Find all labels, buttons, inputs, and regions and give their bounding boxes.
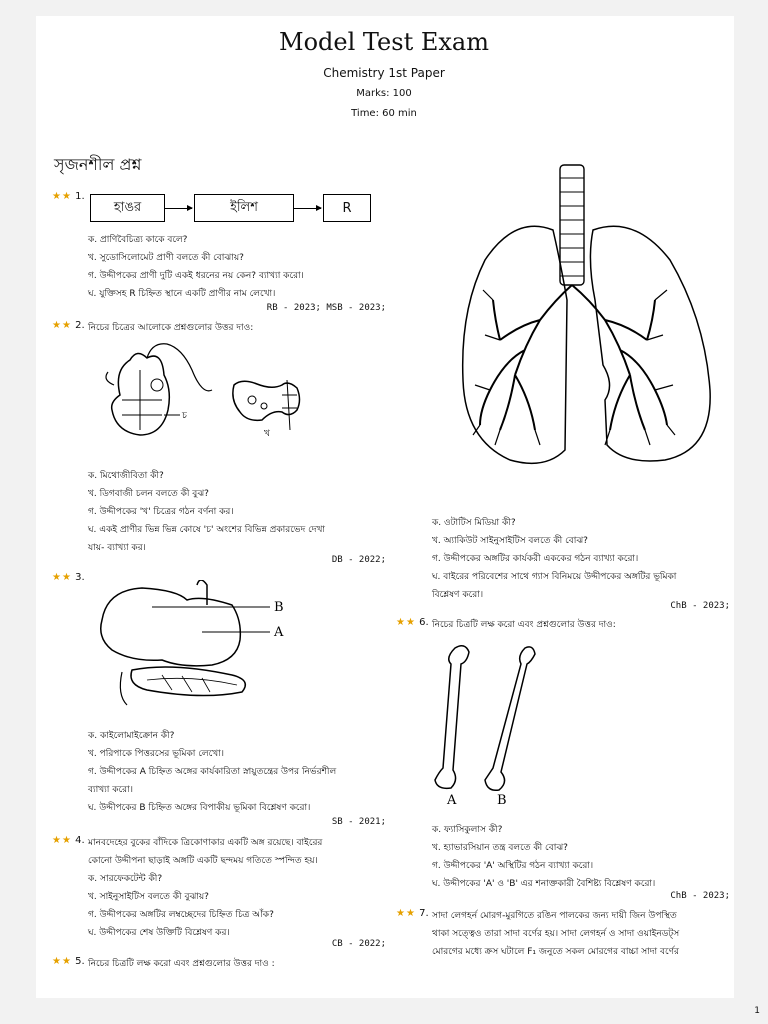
q4-reference: CB - 2022; — [331, 939, 386, 949]
q3-line-2: খ. পরিপাকে পিত্তরসের ভূমিকা লেখো। — [88, 749, 224, 759]
exam-subtitle: Chemistry 1st Paper — [323, 66, 445, 80]
flow-arrow-1 — [165, 208, 192, 209]
question-number: 1. — [75, 191, 85, 202]
q1-reference: RB - 2023; MSB - 2023; — [266, 303, 386, 313]
q4-line-2: কোনো উদ্দীপনা ছাড়াই অঙ্গটি একটি ছন্দময় গতিতে স্পন্দিত হয়। — [88, 856, 318, 866]
q5-line-3: গ. উদ্দীপকের অঙ্গটির কার্যকরী এককের গঠন ব্যাখ্যা করো। — [432, 554, 639, 564]
question-6-header — [396, 617, 429, 628]
star-icon: ★★ — [396, 617, 416, 628]
lungs-figure — [455, 160, 725, 505]
q3-line-5: ঘ. উদ্দীপকের B চিহ্নিত অঙ্গের বিপাকীয় ভূমিকা বিশ্লেষণ করো। — [88, 803, 311, 813]
question-7-header — [396, 908, 429, 919]
q4-line-3: ক. সারফেকটেন্ট কী? — [88, 874, 163, 884]
q3-figure — [92, 580, 302, 710]
question-number: 7. — [419, 908, 429, 919]
star-icon: ★★ — [52, 320, 72, 331]
q2-stem: নিচের চিত্রের আলোকে প্রশ্নগুলোর উত্তর দাও: — [88, 323, 254, 333]
question-number: 2. — [75, 320, 85, 331]
question-number: 6. — [419, 617, 429, 628]
star-icon: ★★ — [52, 572, 72, 583]
q2-line-5: যায়- ব্যাখ্যা কর। — [88, 543, 146, 553]
q2-reference: DB - 2022; — [331, 555, 386, 565]
question-2-header — [52, 320, 85, 331]
exam-marks: Marks: 100 — [356, 88, 412, 99]
q1-line-4: ঘ. যুক্তিসহ R চিহ্নিত স্থানে একটি প্রাণীর নাম লেখো। — [88, 289, 276, 299]
q6-line-3: গ. উদ্দীপকের 'A' অস্থিটির গঠন ব্যাখ্যা করো। — [432, 861, 594, 871]
q4-line-1: মানবদেহের বুকের বাঁদিকে ত্রিকোণাকার একটি অঙ্গ রয়েছে। বাইরের — [88, 838, 323, 848]
q7-line-3: মোরগের মধ্যে ক্রস ঘটালে F₁ জনুতে সকল মোরগের বাচ্চা সাদা বর্ণের — [432, 947, 679, 957]
q2-line-1: ক. মিথোজীবিতা কী? — [88, 471, 164, 481]
exam-time: Time: 60 min — [351, 108, 417, 119]
q5-line-1: ক. ওটাটিস মিডিয়া কী? — [432, 518, 516, 528]
flow-box-2: ইলিশ — [194, 194, 294, 222]
q3-line-3: গ. উদ্দীপকের A চিহ্নিত অঙ্গের কার্যকারিতা স্নায়ুতন্ত্রের উপর নির্ভরশীল — [88, 767, 337, 777]
q4-line-6: ঘ. উদ্দীপকের শেষ উক্তিটি বিশ্লেষণ কর। — [88, 928, 230, 938]
q4-line-4: খ. সাইনুসাইটিস বলতে কী বুঝায়? — [88, 892, 209, 902]
q2-figure — [92, 340, 322, 450]
q5-line-4: ঘ. বাইরের পরিবেশের সাথে গ্যাস বিনিময়ে উদ্দীপকের অঙ্গটির ভূমিকা — [432, 572, 677, 582]
q6-line-4: ঘ. উদ্দীপকের 'A' ও 'B' এর শনাক্তকারী বৈশিষ্ট্য বিশ্লেষণ করো। — [432, 879, 656, 889]
question-5-header — [52, 956, 85, 967]
figure-label-b: B — [274, 600, 284, 615]
question-number: 4. — [75, 835, 85, 846]
q7-line-2: থাকা সত্ত্বেও তারা সাদা বর্ণের হয়। সাদা লেগহর্ন ও সাদা ওয়াইনডট্স — [432, 929, 680, 939]
page-number: 1 — [754, 1006, 760, 1016]
q6-line-2: খ. হ্যাভারসিয়ান তন্ত্র বলতে কী বোঝ? — [432, 843, 568, 853]
exam-title: Model Test Exam — [279, 28, 489, 56]
q3-line-4: ব্যাখ্যা করো। — [88, 785, 133, 795]
figure-label-b: B — [497, 793, 507, 808]
question-3-header — [52, 572, 85, 583]
q1-line-1: ক. প্রাণিবৈচিত্র্য কাকে বলে? — [88, 235, 188, 245]
q7-line-1: সাদা লেগহর্ন মোরগ-মুরগিতে রঙিন পালকের জন্য দায়ী জিন উপস্থিত — [432, 911, 677, 921]
q6-figure — [425, 640, 555, 810]
q3-line-1: ক. কাইলোমাইক্রোন কী? — [88, 731, 175, 741]
figure-label-kha: খ — [264, 429, 270, 439]
figure-label-a: A — [274, 625, 284, 640]
q5-line-2: খ. অ্যাকিউট সাইনুসাইটিস বলতে কী বোঝ? — [432, 536, 588, 546]
q6-line-1: ক. ফ্যাসিকুলাস কী? — [432, 825, 503, 835]
flow-box-3: R — [323, 194, 371, 222]
star-icon: ★★ — [396, 908, 416, 919]
q3-reference: SB - 2021; — [331, 817, 386, 827]
question-number: 5. — [75, 956, 85, 967]
star-icon: ★★ — [52, 191, 72, 202]
star-icon: ★★ — [52, 835, 72, 846]
q5-line-5: বিশ্লেষণ করো। — [432, 590, 484, 600]
q6-stem: নিচের চিত্রটি লক্ষ করো এবং প্রশ্নগুলোর উত্তর দাও: — [432, 620, 616, 630]
q5-stem: নিচের চিত্রটি লক্ষ করো এবং প্রশ্নগুলোর উত্তর দাও : — [88, 959, 275, 969]
q4-line-5: গ. উদ্দীপকের অঙ্গটির লম্বচ্ছেদের চিহ্নিত চিত্র আঁক? — [88, 910, 274, 920]
section-title: সৃজনশীল প্রশ্ন — [54, 155, 142, 174]
q6-reference: ChB - 2023; — [670, 891, 730, 901]
q2-line-2: খ. ডিগবাজী চলন বলতে কী বুঝ? — [88, 489, 209, 499]
q5-reference: ChB - 2023; — [670, 601, 730, 611]
q1-line-2: খ. সুডোসিলোমেট প্রাণী বলতে কী বোঝায়? — [88, 253, 244, 263]
flow-arrow-2 — [294, 208, 321, 209]
question-4-header — [52, 835, 85, 846]
q1-line-3: গ. উদ্দীপকের প্রাণী দুটি একই ধরনের নয় কেন? ব্যাখ্যা করো। — [88, 271, 304, 281]
star-icon: ★★ — [52, 956, 72, 967]
question-1-header — [52, 191, 85, 202]
q2-line-3: গ. উদ্দীপকের 'খ' চিত্রের গঠন বর্ণনা কর। — [88, 507, 234, 517]
figure-label-a: A — [447, 793, 457, 808]
q2-line-4: ঘ. একই প্রাণীর ভিন্ন ভিন্ন কোষে 'চ' অংশের বিভিন্ন প্রকারভেদ দেখা — [88, 525, 326, 535]
flow-box-1: হাঙর — [90, 194, 165, 222]
figure-label-cha: চ — [182, 411, 187, 421]
question-number: 3. — [75, 572, 85, 583]
